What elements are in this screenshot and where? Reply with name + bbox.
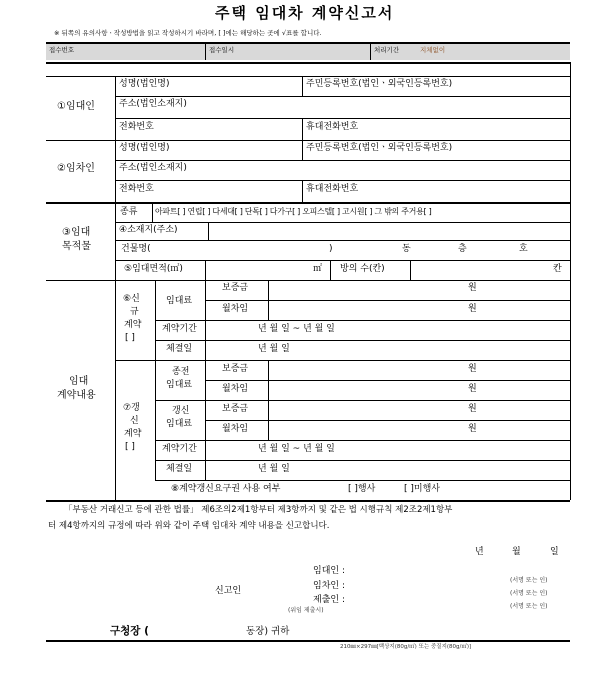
reporter-landlord-label[interactable]: 임대인 : xyxy=(313,566,345,576)
reporter-submitter-label[interactable]: 제출인 : xyxy=(313,595,345,605)
prev-deposit-label[interactable]: 보증금 xyxy=(222,364,249,374)
building-name-label[interactable]: 건물명( xyxy=(121,244,151,254)
form-title: 주택 임대차 계약신고서 xyxy=(215,4,395,22)
new-deposit-unit: 원 xyxy=(468,283,477,293)
form-notice: ※ 뒤쪽의 유의사항ㆍ작성방법을 읽고 작성하시기 바라며, [ ]에는 해당하는 곳에 √표를 합니다. xyxy=(54,29,322,37)
report-month-label[interactable]: 월 xyxy=(512,547,521,557)
property-type-options[interactable]: 아파트[ ] 연립[ ] 다세대[ ] 단독[ ] 다가구[ ] 오피스텔[ ] 고시원[ ] 그 밖의 주거용[ ] xyxy=(155,207,432,216)
renew-deposit-unit: 원 xyxy=(468,404,477,414)
rental-area-label[interactable]: ⑤임대면적(㎡) xyxy=(124,264,183,274)
submitter-sign-note: (서명 또는 인) xyxy=(510,603,548,610)
prev-monthly-label[interactable]: 월차임 xyxy=(222,384,249,394)
renew-contract-label-2: 신 xyxy=(130,416,139,426)
new-monthly-label[interactable]: 월차임 xyxy=(222,304,249,314)
property-address-label[interactable]: ④소재지(주소) xyxy=(119,225,178,235)
renew-rent-label-2: 임대료 xyxy=(166,419,193,429)
prev-monthly-unit: 원 xyxy=(468,384,477,394)
new-contract-label-3: 계약 xyxy=(124,320,142,330)
new-sign-date-label: 체결일 xyxy=(166,344,193,354)
landlord-mobile-label[interactable]: 휴대전화번호 xyxy=(306,122,359,132)
rooms-count-unit: 칸 xyxy=(553,264,562,274)
rental-area-unit: ㎡ xyxy=(313,264,323,274)
tenant-section-label: ②임차인 xyxy=(57,163,95,174)
new-monthly-unit: 원 xyxy=(468,304,477,314)
renewal-right-label: ⑧계약갱신요구권 사용 여부 xyxy=(171,484,281,494)
new-period-value[interactable]: 년 월 일 ~ 년 월 일 xyxy=(258,324,335,334)
declaration-text-1: 「부동산 거래신고 등에 관한 법률」 제6조의2제1항부터 제3항까지 및 같은 법 시행규칙 제2조2제1항부 xyxy=(64,505,453,515)
contract-section-label-2: 계약내용 xyxy=(57,390,96,401)
renew-period-label: 계약기간 xyxy=(162,444,197,454)
new-contract-checkbox[interactable]: [ ] xyxy=(125,333,135,343)
paper-spec: 210㎜×297㎜[백상지(80g/㎡) 또는 중질지(80g/㎡)] xyxy=(340,644,472,650)
tenant-id-label[interactable]: 주민등록번호(법인ㆍ외국인등록번호) xyxy=(306,143,453,153)
renew-sign-date-value[interactable]: 년 월 일 xyxy=(258,464,290,474)
tenant-mobile-label[interactable]: 휴대전화번호 xyxy=(306,184,359,194)
landlord-section-label: ①임대인 xyxy=(57,101,95,112)
landlord-id-label[interactable]: 주민등록번호(법인ㆍ외국인등록번호) xyxy=(306,79,453,89)
property-section-label-2: 목적물 xyxy=(62,241,91,252)
property-type-label: 종류 xyxy=(120,207,138,217)
receipt-number-label: 접수번호 xyxy=(49,46,75,54)
receipt-band xyxy=(46,42,570,60)
renew-contract-checkbox[interactable]: [ ] xyxy=(125,442,135,452)
new-period-label: 계약기간 xyxy=(162,324,197,334)
landlord-phone-label[interactable]: 전화번호 xyxy=(119,122,154,132)
landlord-sign-note: (서명 또는 인) xyxy=(510,577,548,584)
renew-monthly-label[interactable]: 월차임 xyxy=(222,424,249,434)
renew-contract-label-3: 계약 xyxy=(124,429,142,439)
report-day-label[interactable]: 일 xyxy=(550,547,559,557)
renew-period-value[interactable]: 년 월 일 ~ 년 월 일 xyxy=(258,444,335,454)
renew-deposit-label[interactable]: 보증금 xyxy=(222,404,249,414)
processing-period-value: 지체없이 xyxy=(420,46,446,54)
reporter-tenant-label[interactable]: 임차인 : xyxy=(313,581,345,591)
new-contract-label-1: ⑥신 xyxy=(123,294,140,304)
new-deposit-label[interactable]: 보증금 xyxy=(222,283,249,293)
rooms-count-label[interactable]: 방의 수(칸) xyxy=(340,264,385,274)
receipt-date-label: 접수일시 xyxy=(209,46,235,54)
renew-rent-label-1: 갱신 xyxy=(172,406,190,416)
submitter-delegation-note: (위임 제출시) xyxy=(288,607,324,614)
addressee-office: 구청장 ( xyxy=(110,625,149,637)
renew-contract-label-1: ⑦갱 xyxy=(123,403,140,413)
reporter-label: 신고인 xyxy=(215,586,242,596)
prev-rent-label-2: 임대료 xyxy=(166,380,193,390)
prev-deposit-unit: 원 xyxy=(468,364,477,374)
tenant-phone-label[interactable]: 전화번호 xyxy=(119,184,154,194)
renew-sign-date-label: 체결일 xyxy=(166,464,193,474)
tenant-address-label[interactable]: 주소(법인소재지) xyxy=(119,163,187,173)
building-name-close: ) xyxy=(329,244,333,254)
landlord-name-label[interactable]: 성명(법인명) xyxy=(119,79,170,89)
renewal-right-used-checkbox[interactable]: [ ]행사 xyxy=(348,484,376,494)
tenant-sign-note: (서명 또는 인) xyxy=(510,590,548,597)
landlord-address-label[interactable]: 주소(법인소재지) xyxy=(119,99,187,109)
renew-monthly-unit: 원 xyxy=(468,424,477,434)
building-floor-label: 층 xyxy=(458,244,467,254)
building-dong-label: 동 xyxy=(402,244,411,254)
renewal-right-not-used-checkbox[interactable]: [ ]미행사 xyxy=(404,484,440,494)
property-section-label-1: ③임대 xyxy=(62,227,91,238)
addressee-dong: 동장) 귀하 xyxy=(246,626,290,637)
prev-rent-label-1: 종전 xyxy=(172,367,190,377)
declaration-text-2: 터 제4항까지의 규정에 따라 위와 같이 주택 임대차 계약 내용을 신고합니다. xyxy=(48,521,330,531)
tenant-name-label[interactable]: 성명(법인명) xyxy=(119,143,170,153)
building-unit-label: 호 xyxy=(519,244,528,254)
contract-section-label-1: 임대 xyxy=(69,376,89,387)
new-sign-date-value[interactable]: 년 월 일 xyxy=(258,344,290,354)
processing-period-label: 처리기간 xyxy=(374,46,400,54)
new-contract-label-2: 규 xyxy=(130,307,139,317)
new-rent-label: 임대료 xyxy=(166,296,193,306)
report-year-label[interactable]: 년 xyxy=(475,547,484,557)
